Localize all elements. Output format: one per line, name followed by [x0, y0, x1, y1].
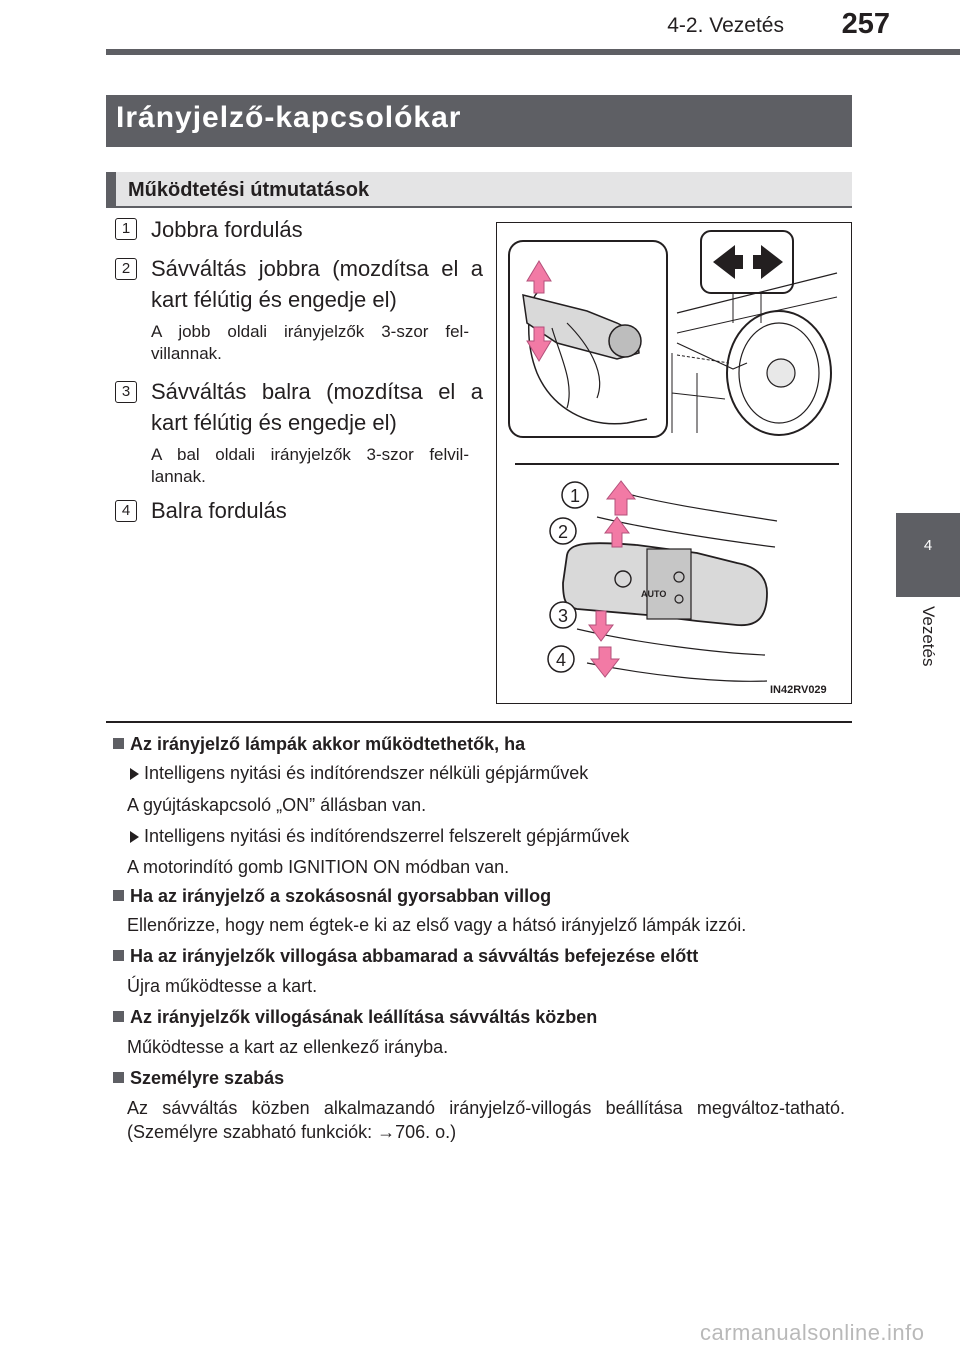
note-line: A motorindító gomb IGNITION ON módban van.	[127, 857, 510, 877]
note-body: Újra működtesse a kart.	[127, 976, 318, 996]
chapter-tab-label	[910, 606, 946, 686]
console-line	[672, 353, 725, 433]
chapter-tab-label-text: Vezetés	[919, 606, 938, 667]
item-text: Balra fordulás	[151, 498, 287, 523]
item-number: 1	[115, 218, 137, 240]
item-number: 3	[115, 381, 137, 403]
arrow-up-icon	[607, 481, 635, 515]
section-header: 4-2. Vezetés	[667, 14, 784, 37]
note-heading-text: Az irányjelző lámpák akkor működtethetők, ha	[130, 734, 526, 754]
triangle-bullet-icon	[130, 768, 139, 780]
header-rule	[106, 49, 960, 55]
callout-1-label: 1	[569, 486, 581, 506]
lever-auto-label: AUTO	[641, 589, 667, 599]
note-heading	[113, 886, 551, 907]
triangle-bullet-icon	[130, 831, 139, 843]
steering-hub-icon	[767, 359, 795, 387]
subtitle-underline	[106, 206, 852, 208]
arrow-down-icon	[591, 647, 619, 677]
leader-line	[677, 355, 729, 363]
square-bullet-icon	[113, 1011, 124, 1022]
callout-2-label: 2	[557, 522, 569, 542]
square-bullet-icon	[113, 1072, 124, 1083]
item-number: 4	[115, 500, 137, 522]
callout-3	[550, 602, 576, 628]
lever-ring-icon	[647, 549, 691, 619]
square-bullet-icon	[113, 890, 124, 901]
note-line: A gyújtáskapcsoló „ON” állásban van.	[127, 795, 427, 815]
note-line-text: Intelligens nyitási és indítórendszerrel felszerelt gépjárművek	[144, 826, 630, 846]
chapter-tab	[896, 513, 960, 597]
subtitle-accent	[106, 172, 116, 208]
note-heading-text: Ha az irányjelző a szokásosnál gyorsabban villog	[130, 886, 552, 906]
figure-divider	[515, 463, 839, 465]
dashboard-line	[677, 297, 837, 333]
inset-lever-base-icon	[609, 325, 641, 357]
item-text: Sávváltás jobbra (mozdítsa el a kart félútig és engedje el)	[151, 256, 483, 312]
section-separator	[106, 721, 852, 723]
arrow-down-icon	[589, 611, 613, 641]
square-bullet-icon	[113, 738, 124, 749]
lever-illustration-svg	[497, 223, 851, 703]
callout-1	[562, 482, 588, 508]
figure-code: IN42RV029	[770, 684, 827, 696]
chapter-tab-number: 4	[923, 537, 933, 554]
item-number: 2	[115, 258, 137, 280]
page-number: 257	[841, 8, 890, 40]
page-title: Irányjelző-kapcsolókar	[116, 101, 462, 134]
column-line	[677, 343, 747, 369]
note-heading-text: Személyre szabás	[130, 1068, 285, 1088]
note-line	[130, 761, 848, 785]
note-body: Ellenőrizze, hogy nem égtek-e ki az első vagy a hátsó irányjelző lámpák izzói.	[127, 915, 747, 935]
note-body: Működtesse a kart az ellenkező irányba.	[127, 1037, 449, 1057]
item-note: A bal oldali irányjelzők 3-szor felvil-lannak.	[151, 445, 469, 486]
square-bullet-icon	[113, 950, 124, 961]
callout-2	[550, 518, 576, 544]
item-text: Sávváltás balra (mozdítsa el a kart félútig és engedje el)	[151, 379, 483, 435]
note-body: Az sávváltás közben alkalmazandó irányjelző-villogás beállítása megváltoz-tatható. (Személyre szabható funkciók: →706. o.)	[127, 1098, 845, 1142]
position-line	[617, 491, 777, 521]
lever-illustration	[496, 222, 852, 704]
note-line	[130, 824, 848, 848]
item-text: Jobbra fordulás	[151, 217, 303, 242]
callout-4-label: 4	[555, 650, 567, 670]
note-heading	[113, 1007, 597, 1028]
note-line-text: Intelligens nyitási és indítórendszer nélküli gépjárművek	[144, 763, 589, 783]
note-heading-text: Az irányjelzők villogásának leállítása sávváltás közben	[130, 1007, 598, 1027]
callout-4	[548, 646, 574, 672]
note-heading	[113, 734, 525, 755]
note-heading-text: Ha az irányjelzők villogása abbamarad a sávváltás befejezése előtt	[130, 946, 699, 966]
item-note: A jobb oldali irányjelzők 3-szor fel-villannak.	[151, 322, 469, 363]
subtitle: Működtetési útmutatások	[128, 179, 370, 201]
note-heading	[113, 946, 698, 967]
footer-watermark[interactable]: carmanualsonline.info	[700, 1320, 925, 1345]
callout-3-label: 3	[557, 606, 569, 626]
note-heading	[113, 1068, 284, 1089]
